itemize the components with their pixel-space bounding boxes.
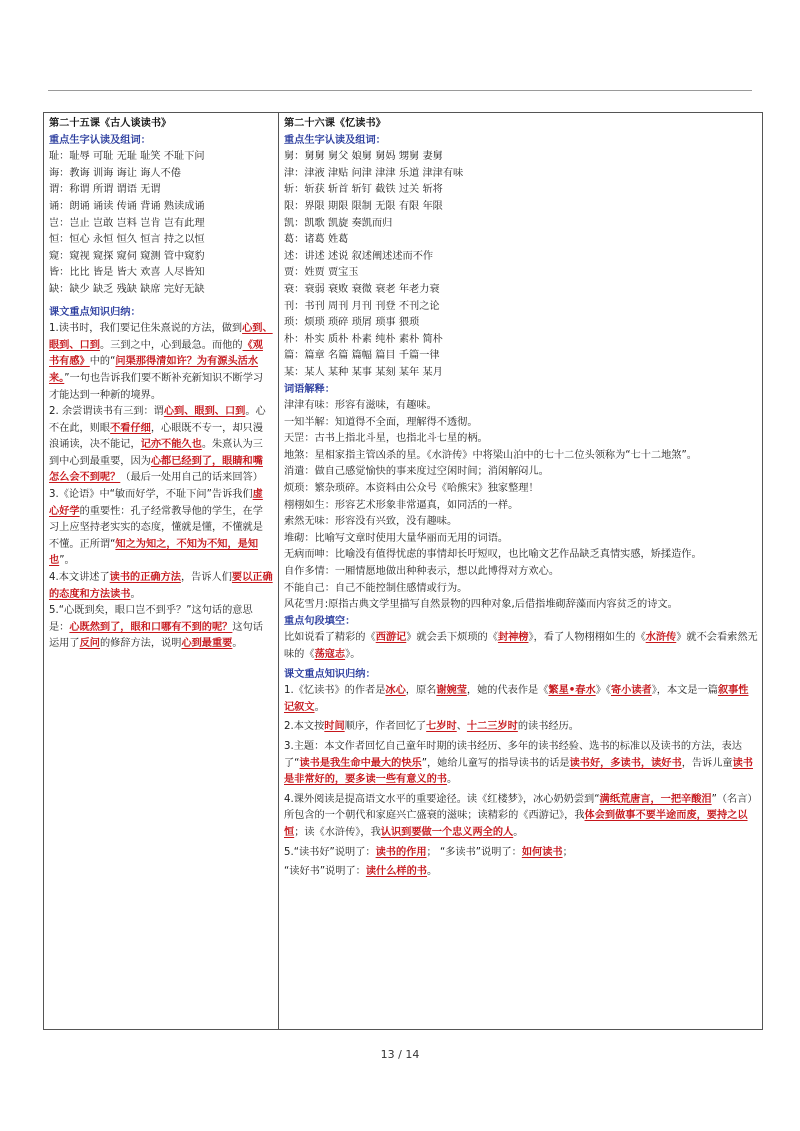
knowledge-point-4 [284, 792, 758, 842]
phrase-line: 津津有味：形容有滋味，有趣味。 [284, 400, 437, 412]
vocab-line: 岂：岂止 岂敢 岂料 岂肯 岂有此理 [49, 217, 205, 229]
phrase-line: 消遣：做自己感觉愉快的事来度过空闲时间；消闲解闷儿。 [284, 466, 549, 478]
highlight: 叙事性记叙文 [284, 685, 749, 713]
text: 的读书经历。 [517, 721, 579, 733]
vocab-line: 凯：凯歌 凯旋 奏凯而归 [284, 217, 393, 229]
text: 4.本文讲述了 [49, 572, 110, 584]
fill-heading: 重点句段填空： [284, 615, 356, 627]
highlight: 虚心好学 [49, 489, 263, 517]
text: 中的“ [89, 356, 116, 368]
highlight: 知之为知之，不知为不知，是知也 [49, 538, 259, 567]
highlight: 时间 [324, 721, 345, 733]
highlight: 读什么样的书 [365, 866, 427, 878]
highlight: 谢婉莹 [436, 685, 467, 697]
text: 。心不在此，则眼 [49, 406, 266, 434]
phrase-line: 天罡：古书上指北斗星，也指北斗七星的柄。 [284, 433, 488, 445]
text: 4.课外阅读是提高语文水平的重要途径。读《红楼梦》，冰心奶奶尝到“ [284, 793, 600, 805]
text: ，告诉人们 [180, 572, 232, 584]
vocab-line: 恒：恒心 永恒 恒久 恒言 持之以恒 [49, 234, 205, 246]
text: ，原名 [405, 685, 437, 697]
text: 》就会丢下烦琐的《 [406, 632, 498, 644]
text: 。三到之中，心到最急。而他的 [99, 339, 243, 351]
knowledge-point-2 [284, 719, 758, 736]
text: 、 [456, 721, 467, 733]
highlight: 心都已经到了，眼睛和嘴怎么会不到呢？ [49, 455, 263, 484]
lesson-26-knowledge-heading: 课文重点知识归纳： [284, 668, 376, 680]
vocab-line: 津：津液 津贴 问津 津津 乐道 津津有味 [284, 167, 464, 179]
lesson-26-column [284, 113, 758, 1029]
text: 这句话运用了 [49, 621, 263, 650]
vocab-line: 谓：称谓 所谓 谓语 无谓 [49, 184, 161, 196]
lesson-25-vocab-list [49, 149, 273, 298]
text: 》，看了人物栩栩如生的《 [528, 632, 646, 644]
phrase-line: 索然无味：形容没有兴致，没有趣味。 [284, 516, 458, 528]
highlight: 读书是我生命中最大的快乐 [299, 757, 422, 769]
text: ，告诉儿童 [681, 757, 733, 769]
column-divider [278, 113, 279, 1029]
highlight: 问渠那得清如许？为有源头活水来。 [49, 356, 259, 384]
text: （最后一处用自己的话来回答） [120, 472, 263, 484]
text: ”一句也告诉我们要不断补充新知识不断学习才能达到一种新的境界。 [49, 372, 264, 401]
notes-table [43, 112, 763, 1030]
vocab-line: 衰：衰弱 衰败 衰微 衰老 年老力衰 [284, 283, 440, 295]
text: ； [562, 846, 573, 858]
highlight: 认识到要做一个忠义两全的人 [380, 826, 514, 838]
vocab-line: 窥：窥视 窥探 窥伺 窥测 管中窥豹 [49, 250, 205, 262]
text: 。 [130, 588, 141, 600]
highlight: 满纸荒唐言，一把辛酸泪 [599, 793, 712, 805]
knowledge-point-5 [49, 603, 273, 653]
text: 2.本文按 [284, 721, 325, 733]
phrase-list [284, 398, 758, 614]
highlight: 水浒传 [645, 632, 677, 644]
knowledge-point-2 [49, 404, 273, 487]
text: 2. 余尝谓读书有三到：谓 [49, 406, 164, 418]
text: 》《 [595, 685, 611, 697]
text: 》就不会看索然无味的《 [284, 632, 758, 660]
vocab-line: 葛：诸葛 姓葛 [284, 234, 349, 246]
highlight: 西游记 [375, 632, 407, 644]
text: ，心眼既不专一，却只漫浪诵读，决不能记， [49, 422, 263, 451]
text: ”，她给儿童写的指导读书的话是 [421, 757, 570, 769]
text: 顺序，作者回忆了 [344, 721, 427, 733]
lesson-25-knowledge-heading: 课文重点知识归纳： [49, 306, 141, 318]
text: “读好书”说明了： [284, 866, 366, 878]
lesson-25-vocab-heading: 重点生字认读及组词： [49, 134, 151, 146]
vocab-line: 篇：篇章 名篇 篇幅 篇目 千篇一律 [284, 350, 440, 362]
phrase-line: 栩栩如生：形容艺术形象非常逼真，如同活的一样。 [284, 499, 519, 511]
text: 1.读书时，我们要记住朱熹说的方法，做到 [49, 323, 243, 335]
knowledge-point-5 [284, 845, 758, 862]
vocab-line: 诲：教诲 训诲 诲让 诲人不倦 [49, 167, 181, 179]
vocab-line: 耻：耻辱 可耻 无耻 耻笑 不耻下问 [49, 151, 205, 163]
text: ，她的代表作是《 [466, 685, 549, 697]
vocab-line: 皆：比比 皆是 皆大 欢喜 人尽皆知 [49, 267, 205, 279]
highlight: 如何读书 [521, 846, 563, 858]
text: 的修辞方法，说明 [99, 638, 182, 650]
vocab-line: 限：界限 期限 限制 无限 有限 年限 [284, 200, 443, 212]
text: 。 [513, 826, 524, 838]
phrase-line: 地煞：星相家指主管凶杀的星。《水浒传》中将梁山泊中的七十二位头领称为“七十二地煞”。 [284, 449, 697, 461]
highlight: 记亦不能久也 [140, 439, 202, 451]
text: 。 [314, 701, 325, 713]
phrase-line: 堆砌：比喻写文章时使用大量华丽而无用的词语。 [284, 532, 509, 544]
text: 5.“读书好”说明了： [284, 846, 376, 858]
knowledge-point-1 [49, 321, 273, 404]
highlight: 读书的作用 [375, 846, 427, 858]
highlight: 读书是非常好的，要多读一些有意义的书 [284, 757, 753, 786]
text: ； “多读书”说明了： [426, 846, 522, 858]
highlight: 十二三岁时 [466, 721, 518, 733]
highlight: 繁星•春水 [548, 685, 596, 697]
phrase-line: 烦琐：繁杂琐碎。本资料由公众号《哈熊宋》独家整理！ [284, 483, 539, 495]
highlight: 心到、眼到、口到 [163, 406, 246, 418]
highlight: 封神榜 [497, 632, 529, 644]
vocab-line: 某：某人 某种 某事 某刻 某年 某月 [284, 366, 443, 378]
text: 。 [232, 638, 243, 650]
text: 1.《忆读书》的作者是 [284, 685, 386, 697]
vocab-line: 朴：朴实 质朴 朴素 纯朴 素朴 简朴 [284, 333, 443, 345]
knowledge-point-5-cont [284, 864, 758, 881]
page-number: 13 / 14 [380, 1048, 420, 1061]
knowledge-point-3 [49, 487, 273, 570]
knowledge-point-1 [284, 683, 758, 716]
knowledge-point-3 [284, 739, 758, 789]
highlight: 反问 [79, 638, 100, 650]
vocab-line: 贾：姓贾 贾宝玉 [284, 267, 359, 279]
vocab-line: 述：讲述 述说 叙述阐述述而不作 [284, 250, 434, 262]
text: ”。 [59, 555, 75, 567]
text: 》，本文是一篇 [651, 685, 718, 697]
highlight: 荡寇志 [314, 649, 346, 660]
lesson-26-knowledge [284, 683, 758, 881]
text: 的重要性：孔子经常教导他的学生，在学习上应坚持老实实的态度，懂就是懂，不懂就是不懂。正所谓“ [49, 505, 263, 550]
vocab-line: 琐：烦琐 琐碎 琐屑 琐事 猥琐 [284, 317, 420, 329]
highlight: 读书好，多读书，读好书 [569, 757, 682, 769]
text: 。 [427, 866, 438, 878]
text: 3.《论语》中“敏而好学，不耻下问”告诉我们 [49, 489, 253, 501]
highlight: 不看仔细 [110, 422, 151, 434]
knowledge-point-4 [49, 570, 273, 603]
phrase-line: 风花雪月:原指古典文学里描写自然景物的四种对象,后借指堆砌辞藻而内容贫乏的诗文。 [284, 599, 678, 611]
header-rule [48, 90, 752, 91]
lesson-26-title: 第二十六课《忆读书》 [284, 118, 386, 129]
phrase-line: 自作多情：一厢情愿地做出种种表示，想以此博得对方欢心。 [284, 566, 560, 578]
vocab-line: 刊：书刊 周刊 月刊 刊登 不刊之论 [284, 300, 440, 312]
lesson-25-column [49, 113, 273, 1029]
text: ；读《水浒传》，我 [294, 826, 381, 838]
lesson-25-title: 第二十五课《古人谈读书》 [49, 118, 172, 129]
highlight: 心到最重要 [181, 638, 233, 650]
text: 比如说看了精彩的《 [284, 632, 376, 644]
phrase-line: 一知半解：知道得不全面，理解得不透彻。 [284, 416, 478, 428]
highlight: 七岁时 [426, 721, 457, 733]
text: 3.主题：本文作者回忆自己童年时期的读书经历、多年的读书经验、选书的标准以及读书的方法，表达了“ [284, 740, 742, 769]
fill-text [284, 630, 758, 663]
vocab-line: 缺：缺少 缺乏 残缺 缺席 完好无缺 [49, 283, 205, 295]
phrase-line: 无病而呻：比喻没有值得忧虑的事情却长吁短叹，也比喻文艺作品缺乏真情实感，矫揉造作。 [284, 549, 702, 561]
lesson-26-vocab-heading: 重点生字认读及组词： [284, 134, 386, 146]
highlight: 读书的正确方法 [109, 572, 181, 584]
highlight: 体会到做事不要半途而废，要持之以恒 [284, 810, 748, 838]
highlight: 冰心 [385, 685, 406, 697]
text: ”（名言）所包含的一个朝代和家庭兴亡盛衰的滋味；读精彩的《西游记》，我 [284, 793, 758, 822]
highlight: 心到、眼到、口到 [49, 323, 273, 351]
text: 。 [447, 774, 458, 786]
lesson-26-vocab-list [284, 149, 758, 381]
highlight: 要以正确的态度和方法读书 [49, 572, 273, 600]
vocab-line: 舅：舅舅 舅父 娘舅 舅妈 甥舅 妻舅 [284, 151, 443, 163]
text: 5.“心既到矣，眼口岂不到乎？”这句话的意思是： [49, 605, 253, 633]
phrase-line: 不能自己：自己不能控制住感情或行为。 [284, 582, 468, 594]
lesson-25-knowledge [49, 321, 273, 653]
phrases-heading: 词语解释： [284, 383, 335, 395]
text: 》。 [345, 649, 361, 660]
highlight: 心既然到了，眼和口哪有不到的呢？ [69, 621, 233, 633]
highlight: 《观书有感》 [49, 339, 263, 368]
text: 。朱熹认为三到中心到最重要，因为 [49, 439, 263, 467]
fill-in-sentence [284, 630, 758, 663]
vocab-line: 诵：朗诵 诵读 传诵 背诵 熟读成诵 [49, 200, 205, 212]
vocab-line: 斩：斩获 斩首 斩钉 截铁 过关 斩将 [284, 184, 443, 196]
highlight: 寄小读者 [610, 685, 652, 697]
